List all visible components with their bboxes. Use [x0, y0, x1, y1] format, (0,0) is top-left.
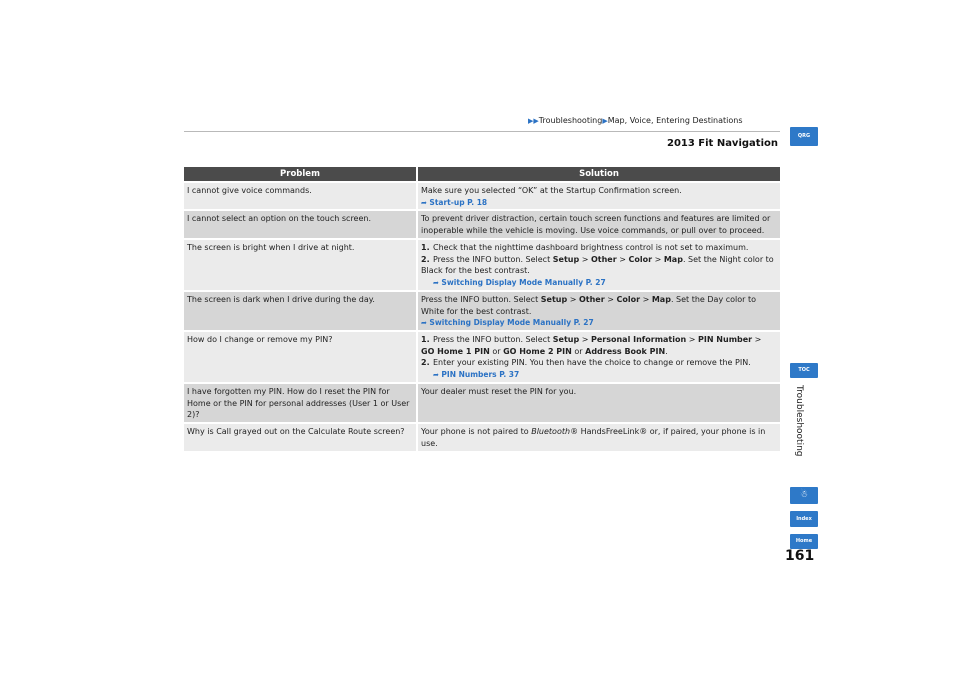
solution-cell: Press the INFO button. Select Setup > Other > Color > Map. Set the Day color to White for the best contrast. ➦ Switching Display Mode Manually P. 27 [418, 292, 780, 330]
solution-cell: To prevent driver distraction, certain touch screen functions and features are limited or inoperable while the vehicle is moving. Use voice commands, or pull over to proceed. [418, 211, 780, 238]
problem-cell: Why is Call grayed out on the Calculate Route screen? [184, 424, 416, 451]
index-tab[interactable]: Index [790, 511, 818, 527]
solution-cell [418, 183, 780, 209]
reference-page: P. 18 [467, 197, 488, 207]
troubleshooting-table [184, 167, 780, 451]
solution-cell [418, 332, 780, 382]
cross-reference-link[interactable]: ➦ Switching Display Mode Manually P. 27 [433, 277, 606, 287]
table-row [184, 424, 780, 451]
reference-title: Start-up [429, 197, 465, 207]
reference-arrow-icon: ➦ [433, 370, 439, 379]
solution-step: 1. Check that the nighttime dashboard brightness control is not set to maximum. [421, 243, 749, 252]
section-label: Troubleshooting [794, 385, 804, 457]
solution-step: 2. Press the INFO button. Select Setup > Other > Color > Map. Set the Night color to Black for the best contrast. [421, 254, 774, 275]
column-header-solution: Solution [418, 167, 780, 181]
home-tab[interactable]: Home [790, 534, 818, 549]
breadcrumb [528, 116, 743, 125]
toc-tab[interactable]: TOC [790, 363, 818, 378]
reference-arrow-icon: ➦ [421, 319, 427, 327]
problem-cell: I cannot give voice commands. [184, 183, 416, 209]
problem-cell: I have forgotten my PIN. How do I reset the PIN for Home or the PIN for personal addresses (User 1 or User 2)? [184, 384, 416, 422]
breadcrumb-section[interactable]: Troubleshooting [538, 116, 603, 125]
solution-cell: Your phone is not paired to Bluetooth® HandsFreeLink® or, if paired, your phone is in use. [418, 424, 780, 451]
book-title: 2013 Fit Navigation [666, 138, 778, 149]
page-number: 161 [785, 548, 815, 564]
voice-icon: ☃ [799, 490, 809, 500]
cross-reference-link[interactable] [421, 197, 777, 210]
problem-cell: I cannot select an option on the touch screen. [184, 211, 416, 238]
reference-arrow-icon: ➦ [433, 278, 439, 287]
solution-step: 1. Press the INFO button. Select Setup > Personal Information > PIN Number > GO Home 1 PIN or GO Home 2 PIN or Address Book PIN. [421, 335, 762, 356]
cross-reference-link[interactable]: ➦ PIN Numbers P. 37 [433, 369, 520, 379]
table-row [184, 183, 780, 209]
table-row [184, 240, 780, 290]
breadcrumb-arrow-icon: ▶ [602, 117, 608, 125]
cross-reference-link[interactable]: ➦ Switching Display Mode Manually P. 27 [421, 318, 594, 327]
table-row [184, 332, 780, 382]
column-header-problem: Problem [184, 167, 416, 181]
header-divider [184, 131, 780, 132]
reference-arrow-icon: ➦ [421, 198, 427, 207]
problem-cell: How do I change or remove my PIN? [184, 332, 416, 382]
breadcrumb-subsection: Map, Voice, Entering Destinations [607, 116, 743, 125]
table-row [184, 292, 780, 330]
qrg-tab[interactable]: QRG [790, 127, 818, 146]
problem-cell: The screen is dark when I drive during the day. [184, 292, 416, 330]
breadcrumb-arrow-icon: ▶▶ [528, 117, 539, 125]
solution-step: 2. Enter your existing PIN. You then have the choice to change or remove the PIN. [421, 358, 751, 367]
voice-command-tab[interactable] [790, 487, 818, 504]
table-row [184, 211, 780, 238]
table-header [184, 167, 780, 181]
solution-text: Make sure you selected “OK” at the Startup Confirmation screen. [421, 186, 682, 195]
problem-cell: The screen is bright when I drive at night. [184, 240, 416, 290]
solution-cell [418, 240, 780, 290]
table-row [184, 384, 780, 422]
solution-cell: Your dealer must reset the PIN for you. [418, 384, 780, 422]
